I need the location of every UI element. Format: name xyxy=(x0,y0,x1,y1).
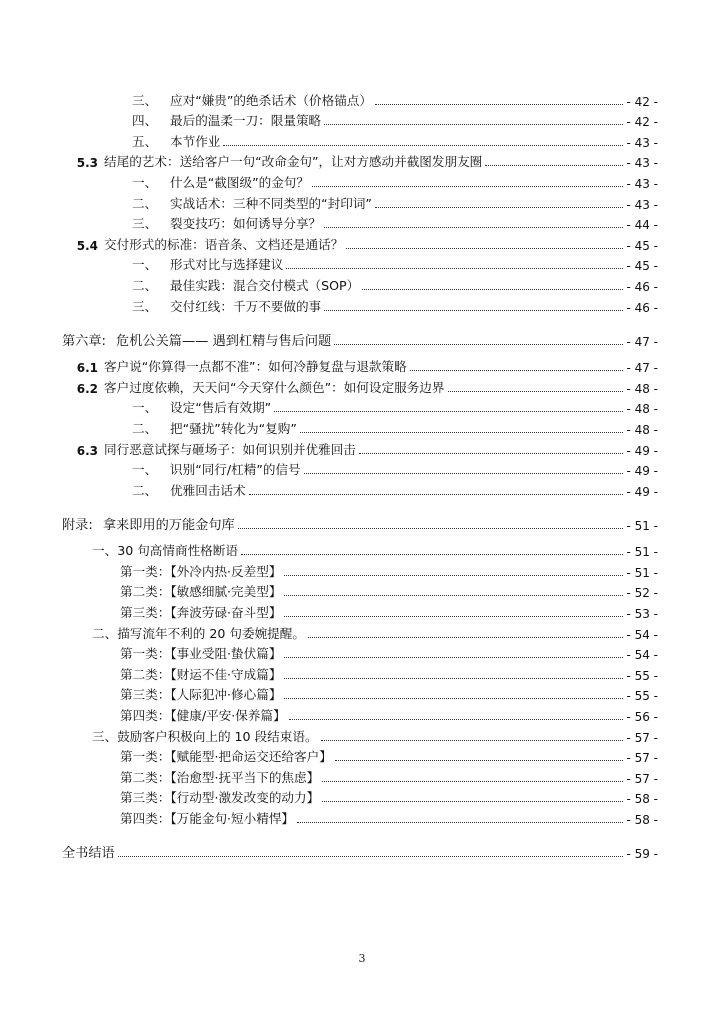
toc-entry-page: - 43 - xyxy=(626,156,658,171)
toc-entry-page: - 54 - xyxy=(626,627,658,642)
toc-entry-title: 同行恶意试探与砸场子：如何识别并优雅回击 xyxy=(104,441,356,457)
toc-entry-title: 一、30 句高情商性格断语 xyxy=(92,543,238,559)
toc-entry-title: 二、描写流年不利的 20 句委婉提醒。 xyxy=(92,625,305,641)
toc-entry-page: - 45 - xyxy=(626,238,658,253)
toc-entry-number: 一、 xyxy=(132,462,158,478)
toc-entry[interactable] xyxy=(62,642,658,663)
toc-entry-page: - 53 - xyxy=(626,607,658,622)
toc-entry-title: 交付红线：千万不要做的事 xyxy=(170,298,322,314)
section-gap xyxy=(62,315,658,325)
toc-entry-page: - 49 - xyxy=(626,484,658,499)
toc-entry-title: 第三类：【人际犯冲·修心篇】 xyxy=(120,687,282,703)
toc-entry-page: - 58 - xyxy=(626,792,658,807)
toc-entry-number: 四、 xyxy=(132,113,158,129)
toc-entry-page: - 47 - xyxy=(626,361,658,376)
toc-entry-title: 裂变技巧：如何诱导分享？ xyxy=(170,216,322,232)
toc-entry-title: 客户过度依赖，天天问“今天穿什么颜色”：如何设定服务边界 xyxy=(104,379,445,395)
toc-entry-number: 一、 xyxy=(132,257,158,273)
toc-dot-leader xyxy=(312,186,623,187)
toc-entry[interactable] xyxy=(62,745,658,766)
toc-entry-page: - 45 - xyxy=(626,259,658,274)
toc-dot-leader xyxy=(304,473,624,474)
toc-entry[interactable] xyxy=(62,150,658,171)
toc-dot-leader xyxy=(321,740,624,741)
toc-entry[interactable] xyxy=(62,325,658,349)
toc-entry-page: - 57 - xyxy=(626,771,658,786)
toc-entry[interactable] xyxy=(62,600,658,621)
toc-entry-page: - 57 - xyxy=(626,751,658,766)
toc-entry[interactable] xyxy=(62,355,658,376)
toc-dot-leader xyxy=(223,145,623,146)
toc-entry-page: - 55 - xyxy=(626,689,658,704)
toc-entry-number: 二、 xyxy=(132,195,158,211)
toc-entry-title: 客户说“你算得一点都不准”：如何冷静复盘与退款策略 xyxy=(104,359,407,375)
toc-entry[interactable] xyxy=(62,724,658,745)
toc-entry-page: - 59 - xyxy=(626,847,658,861)
toc-entry[interactable] xyxy=(62,253,658,274)
toc-entry-title: 实战话术：三种不同类型的“封印词” xyxy=(170,195,372,211)
toc-dot-leader xyxy=(359,453,624,454)
toc-entry[interactable] xyxy=(62,662,658,683)
toc-dot-leader xyxy=(324,310,623,311)
toc-entry-title: 第二类：【财运不佳·守成篇】 xyxy=(120,666,282,682)
toc-entry[interactable] xyxy=(62,539,658,560)
toc-entry[interactable] xyxy=(62,396,658,417)
toc-entry-page: - 57 - xyxy=(626,730,658,745)
toc-entry-title: 应对“嫌贵”的绝杀话术（价格锚点） xyxy=(170,92,372,108)
toc-dot-leader xyxy=(284,575,623,576)
toc-entry[interactable] xyxy=(62,170,658,191)
toc-entry[interactable] xyxy=(62,232,658,253)
toc-entry-title: 第四类：【健康/平安·保养篇】 xyxy=(120,708,286,724)
toc-entry[interactable] xyxy=(62,88,658,109)
toc-entry[interactable] xyxy=(62,703,658,724)
toc-dot-leader xyxy=(286,268,623,269)
toc-entry-page: - 52 - xyxy=(626,586,658,601)
toc-entry-number: 三、 xyxy=(132,216,158,232)
toc-entry-page: - 54 - xyxy=(626,648,658,663)
toc-entry-title: 第一类：【外冷内热·反差型】 xyxy=(120,563,282,579)
toc-entry-title: 第三类：【行动型·激发改变的动力】 xyxy=(120,790,320,806)
toc-dot-leader xyxy=(324,124,623,125)
toc-dot-leader xyxy=(289,719,624,720)
toc-entry[interactable] xyxy=(62,509,658,533)
toc-entry-page: - 42 - xyxy=(626,115,658,130)
toc-dot-leader xyxy=(284,678,623,679)
toc-dot-leader xyxy=(249,494,624,495)
toc-entry-page: - 44 - xyxy=(626,218,658,233)
toc-dot-leader xyxy=(297,822,623,823)
toc-entry-number: 附录: xyxy=(62,517,93,533)
toc-entry-number: 二、 xyxy=(132,277,158,293)
toc-entry-page: - 46 - xyxy=(626,300,658,315)
toc-entry[interactable] xyxy=(62,416,658,437)
toc-entry-number: 二、 xyxy=(132,420,158,436)
toc-entry-number: 5.3 xyxy=(76,156,98,171)
toc-dot-leader xyxy=(274,411,623,412)
toc-dot-leader xyxy=(334,344,623,345)
toc-entry-title: 形式对比与选择建议 xyxy=(170,257,284,273)
toc-entry[interactable] xyxy=(62,458,658,479)
toc-entry-title: 拿来即用的万能金句库 xyxy=(102,517,235,533)
toc-dot-leader xyxy=(284,657,623,658)
toc-entry[interactable] xyxy=(62,273,658,294)
toc-entry-title: 全书结语 xyxy=(62,846,115,861)
toc-entry-page: - 48 - xyxy=(626,422,658,437)
toc-dot-leader xyxy=(410,370,624,371)
toc-dot-leader xyxy=(375,104,623,105)
toc-entry-number: 第六章: xyxy=(62,333,107,349)
toc-entry[interactable] xyxy=(62,621,658,642)
toc-entry-title: 把“骚扰”转化为“复购” xyxy=(170,420,297,436)
toc-entry-page: - 43 - xyxy=(626,197,658,212)
toc-entry-page: - 43 - xyxy=(626,135,658,150)
toc-entry[interactable] xyxy=(62,683,658,704)
toc-dot-leader xyxy=(300,432,624,433)
toc-entry[interactable] xyxy=(62,837,658,861)
toc-dot-leader xyxy=(238,528,624,529)
toc-entry-page: - 42 - xyxy=(626,94,658,109)
toc-entry-title: 三、鼓励客户积极向上的 10 段结束语。 xyxy=(92,728,318,744)
toc-entry[interactable] xyxy=(62,478,658,499)
toc-entry-number: 6.3 xyxy=(76,443,98,458)
toc-entry-title: 危机公关篇—— 遇到杠精与售后问题 xyxy=(116,333,332,349)
toc-entry-page: - 47 - xyxy=(626,334,658,349)
toc-entry-title: 第二类：【敏感细腻·完美型】 xyxy=(120,584,282,600)
toc-entry[interactable] xyxy=(62,375,658,396)
toc-entry-title: 第一类：【事业受阻·蛰伏篇】 xyxy=(120,646,282,662)
toc-dot-leader xyxy=(322,781,623,782)
toc-dot-leader xyxy=(308,637,623,638)
toc-entry-page: - 51 - xyxy=(626,518,658,533)
toc-dot-leader xyxy=(362,289,623,290)
toc-entry[interactable] xyxy=(62,294,658,315)
toc-entry-title: 最后的温柔一刀：限量策略 xyxy=(170,113,322,129)
toc-entry-number: 5.4 xyxy=(76,238,98,253)
toc-dot-leader xyxy=(448,391,624,392)
toc-entry[interactable] xyxy=(62,806,658,827)
section-gap xyxy=(62,827,658,837)
toc-entry-title: 识别“同行/杠精”的信号 xyxy=(170,462,301,478)
toc-entry-title: 结尾的艺术：送给客户一句“改命金句”，让对方感动并截图发朋友圈 xyxy=(104,154,483,170)
toc-entry-number: 三、 xyxy=(132,92,158,108)
toc-entry[interactable] xyxy=(62,765,658,786)
toc-entry-page: - 58 - xyxy=(626,813,658,827)
toc-entry[interactable] xyxy=(62,580,658,601)
toc-entry-number: 6.2 xyxy=(76,381,98,396)
toc-entry-title: 什么是“截图级”的金句？ xyxy=(170,174,309,190)
toc-entry[interactable] xyxy=(62,129,658,150)
toc-entry[interactable] xyxy=(62,437,658,458)
toc-entry-page: - 49 - xyxy=(626,464,658,479)
toc-dot-leader xyxy=(485,165,623,166)
toc-entry-page: - 48 - xyxy=(626,381,658,396)
toc-dot-leader xyxy=(118,856,624,857)
toc-entry-title: 交付形式的标准：语音条、文档还是通话？ xyxy=(104,236,344,252)
toc-entry-page: - 48 - xyxy=(626,402,658,417)
toc-entry-number: 二、 xyxy=(132,482,158,498)
toc-entry-title: 第四类：【万能金句·短小精悍】 xyxy=(120,811,295,826)
toc-entry-number: 6.1 xyxy=(76,361,98,376)
toc-dot-leader xyxy=(241,554,623,555)
toc-dot-leader xyxy=(322,801,623,802)
toc-dot-leader xyxy=(375,207,623,208)
toc-entry-title: 设定“售后有效期” xyxy=(170,400,272,416)
toc-entry-title: 本节作业 xyxy=(170,133,221,149)
toc-entry[interactable] xyxy=(62,191,658,212)
section-gap xyxy=(62,499,658,509)
toc-dot-leader xyxy=(284,698,623,699)
toc-entry-page: - 56 - xyxy=(626,710,658,725)
toc-entry-title: 最佳实践：混合交付模式（SOP） xyxy=(170,277,360,293)
toc-entry-number: 五、 xyxy=(132,133,158,149)
toc-dot-leader xyxy=(324,227,623,228)
toc-entry-title: 第二类：【治愈型·抚平当下的焦虑】 xyxy=(120,769,320,785)
toc-entry-number: 三、 xyxy=(132,298,158,314)
toc-entry-page: - 49 - xyxy=(626,443,658,458)
page-number: 3 xyxy=(358,952,366,965)
toc-entry-page: - 51 - xyxy=(626,565,658,580)
toc-dot-leader xyxy=(284,595,623,596)
toc-entry-title: 第三类：【奔波劳碌·奋斗型】 xyxy=(120,605,282,621)
toc-dot-leader xyxy=(346,248,623,249)
toc-entry-page: - 43 - xyxy=(626,176,658,191)
toc-dot-leader xyxy=(284,616,623,617)
toc-entry-number: 一、 xyxy=(132,174,158,190)
toc-entry[interactable] xyxy=(62,109,658,130)
toc-dot-leader xyxy=(335,760,624,761)
toc-entry-page: - 46 - xyxy=(626,279,658,294)
table-of-contents xyxy=(62,88,658,861)
toc-entry-page: - 55 - xyxy=(626,668,658,683)
toc-entry[interactable] xyxy=(62,786,658,807)
toc-entry[interactable] xyxy=(62,212,658,233)
toc-entry-title: 第一类：【赋能型·把命运交还给客户】 xyxy=(120,749,332,765)
toc-entry-title: 优雅回击话术 xyxy=(170,482,246,498)
toc-entry-number: 一、 xyxy=(132,400,158,416)
toc-entry[interactable] xyxy=(62,559,658,580)
toc-entry-page: - 51 - xyxy=(626,545,658,560)
